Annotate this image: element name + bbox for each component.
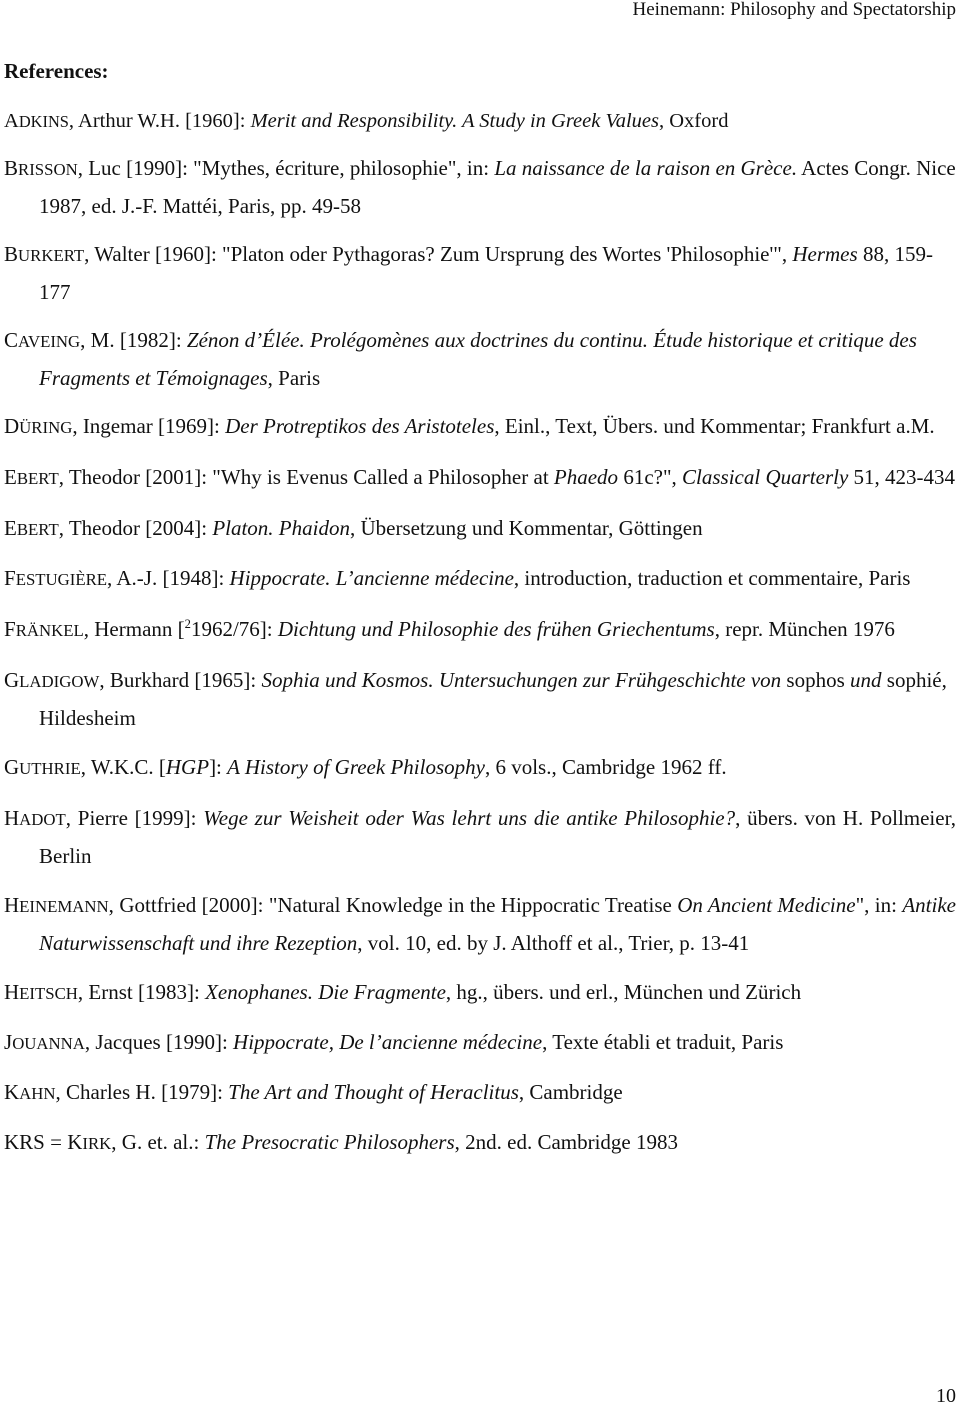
author-initial: KRS = K [4, 1130, 83, 1154]
reference-text: , hg., übers. und erl., München und Zürich [445, 980, 802, 1004]
reference-text: , vol. 10, ed. by J. Althoff et al., Trier, p. 13-41 [357, 931, 750, 955]
reference-entry [4, 749, 956, 787]
reference-title: Classical Quarterly [682, 465, 849, 489]
reference-entry [4, 662, 956, 736]
reference-text: , 6 vols., Cambridge 1962 ff. [484, 755, 727, 779]
author-small-caps: LADIGOW [19, 672, 100, 691]
author-small-caps: ESTUGIÈRE [15, 570, 108, 589]
reference-title: Wege zur Weisheit oder Was lehrt uns die antike Philosophie? [203, 806, 736, 830]
reference-text: , Paris [267, 366, 321, 390]
reference-author [4, 516, 59, 540]
reference-entry [4, 510, 956, 548]
reference-entry [4, 1074, 956, 1112]
author-initial: F [4, 566, 16, 590]
reference-text: , Charles H. [1979]: [55, 1080, 229, 1104]
running-head: Heinemann: Philosophy and Spectatorship [632, 0, 956, 20]
reference-entry [4, 150, 956, 224]
author-initial: A [4, 110, 19, 132]
reference-title: The Art and Thought of Heraclitus [228, 1080, 519, 1104]
reference-author [4, 980, 78, 1004]
reference-text: Actes Congr. Nice 1987, ed. J.-F. Mattéi, Paris, pp. 49-58 [39, 156, 956, 218]
reference-author [4, 414, 72, 438]
reference-author [4, 566, 107, 590]
reference-entry [4, 887, 956, 961]
reference-entry [4, 322, 956, 396]
reference-text: , Theodor [2004]: [58, 516, 213, 540]
author-initial: K [4, 1080, 20, 1104]
reference-title: Sophia und Kosmos. Untersuchungen zur Frühgeschichte von [261, 668, 782, 692]
reference-text: , Pierre [1999]: [65, 806, 204, 830]
reference-title: Xenophanes. Die Fragmente [205, 980, 446, 1004]
reference-text: , Einl., Text, Übers. und Kommentar; Frankfurt a.M. [494, 414, 935, 438]
reference-title: La naissance de la raison en Grèce. [494, 156, 798, 180]
author-small-caps: UTHRIE [19, 759, 81, 778]
reference-entry [4, 459, 956, 497]
author-small-caps: BERT [16, 469, 59, 488]
author-small-caps: RISSON [18, 160, 78, 179]
author-initial: C [4, 328, 19, 352]
reference-entry [4, 1024, 956, 1062]
reference-author [4, 668, 99, 692]
reference-entry [4, 800, 956, 874]
author-initial: G [4, 755, 20, 779]
author-initial: B [4, 156, 19, 180]
reference-text: , Cambridge [518, 1080, 623, 1104]
author-small-caps: DKINS [18, 112, 69, 131]
reference-text: , 2nd. ed. Cambridge 1983 [454, 1130, 679, 1154]
reference-text: ", in: [855, 893, 903, 917]
reference-author [4, 806, 66, 830]
reference-text: , Ingemar [1969]: [72, 414, 226, 438]
author-small-caps: RÄNKEL [15, 621, 84, 640]
reference-title: Dichtung und Philosophie des frühen Griechentums [277, 617, 715, 641]
reference-author [4, 893, 109, 917]
reference-text: sophos [781, 668, 851, 692]
reference-text: , Ernst [1983]: [77, 980, 206, 1004]
author-initial: G [4, 668, 20, 692]
reference-author [4, 617, 84, 641]
reference-text: , Jacques [1990]: [84, 1030, 234, 1054]
author-small-caps: EINEMANN [19, 897, 109, 916]
author-small-caps: ÜRING [19, 418, 73, 437]
edition-superscript: 2 [184, 617, 191, 631]
author-initial: F [4, 617, 16, 641]
references-heading: References: [4, 59, 109, 83]
reference-author [4, 1080, 56, 1104]
author-small-caps: OUANNA [12, 1034, 85, 1053]
reference-entry [4, 611, 956, 649]
reference-text: , M. [1982]: [80, 328, 187, 352]
author-small-caps: EITSCH [19, 984, 78, 1003]
author-initial: D [4, 414, 20, 438]
reference-text: , Arthur W.H. [1960]: [68, 110, 251, 132]
reference-title: A History of Greek Philosophy [227, 755, 485, 779]
author-small-caps: URKERT [18, 246, 85, 265]
reference-title: Phaedo [553, 465, 619, 489]
reference-text: , Walter [1960]: "Platon oder Pythagoras? Zum Ursprung des Wortes 'Philosophie'", [84, 242, 793, 266]
reference-title: Antike Naturwissenschaft und ihre Rezeption [39, 893, 956, 955]
reference-title: Hippocrate, De l’ancienne médecine [233, 1030, 543, 1054]
reference-title: Hermes [792, 242, 858, 266]
author-initial: J [4, 1030, 13, 1054]
reference-author [4, 465, 59, 489]
reference-text: , W.K.C. [ [80, 755, 166, 779]
author-initial: H [4, 980, 20, 1004]
reference-title: und [850, 668, 882, 692]
reference-text: , übers. von H. Pollmeier, Berlin [39, 806, 956, 868]
author-initial: E [4, 465, 17, 489]
reference-text: , Theodor [2001]: "Why is Evenus Called a Philosopher at [58, 465, 554, 489]
reference-text: 51, 423-434 [848, 465, 956, 489]
reference-entry [4, 1124, 956, 1162]
reference-list [4, 104, 956, 1174]
reference-text: , Luc [1990]: "Mythes, écriture, philosophie", in: [77, 156, 495, 180]
author-small-caps: AHN [19, 1084, 56, 1103]
reference-author [4, 242, 84, 266]
reference-title: On Ancient Medicine [677, 893, 856, 917]
reference-author [4, 328, 80, 352]
reference-title: The Presocratic Philosophers [204, 1130, 455, 1154]
author-small-caps: IRK [82, 1134, 112, 1153]
reference-author [4, 110, 69, 132]
author-initial: H [4, 806, 20, 830]
author-small-caps: BERT [16, 520, 59, 539]
reference-author [4, 156, 78, 180]
reference-entry [4, 560, 956, 598]
reference-entry [4, 236, 956, 310]
author-initial: E [4, 516, 17, 540]
reference-text: , Burkhard [1965]: [99, 668, 262, 692]
reference-text: , Oxford [659, 110, 729, 132]
reference-entry [4, 408, 956, 446]
reference-entry [4, 974, 956, 1012]
author-initial: H [4, 893, 20, 917]
reference-text: , A.-J. [1948]: [107, 566, 230, 590]
reference-title: Merit and Responsibility. A Study in Greek Values [250, 110, 659, 132]
reference-text: 61c?", [618, 465, 683, 489]
reference-text: 1962/76]: [190, 617, 278, 641]
reference-text: , G. et. al.: [111, 1130, 205, 1154]
reference-text: 88, 159-177 [39, 242, 933, 304]
reference-text: , introduction, traduction et commentaire, Paris [513, 566, 911, 590]
reference-title: Der Protreptikos des Aristoteles [225, 414, 495, 438]
reference-author [4, 1030, 85, 1054]
reference-text: , Gottfried [2000]: "Natural Knowledge in the Hippocratic Treatise [108, 893, 678, 917]
page-number: 10 [936, 1385, 956, 1407]
reference-text: , Hermann [ [83, 617, 185, 641]
reference-text: sophié, Hildesheim [39, 668, 947, 730]
author-small-caps: ADOT [19, 810, 66, 829]
reference-title: HGP [165, 755, 210, 779]
reference-text: , Texte établi et traduit, Paris [542, 1030, 784, 1054]
reference-text: ]: [209, 755, 228, 779]
reference-author [4, 1130, 111, 1154]
reference-title: Zénon d’Élée. Prolégomènes aux doctrines du continu. Étude historique et critique des Fragments et Témoignages [39, 328, 917, 390]
author-initial: B [4, 242, 19, 266]
reference-text: , Übersetzung und Kommentar, Göttingen [349, 516, 703, 540]
reference-title: Hippocrate. L’ancienne médecine [229, 566, 514, 590]
reference-title: Platon. Phaidon [212, 516, 350, 540]
author-small-caps: AVEING [18, 332, 81, 351]
reference-text: , repr. München 1976 [714, 617, 895, 641]
reference-author [4, 755, 81, 779]
reference-entry [4, 104, 956, 139]
